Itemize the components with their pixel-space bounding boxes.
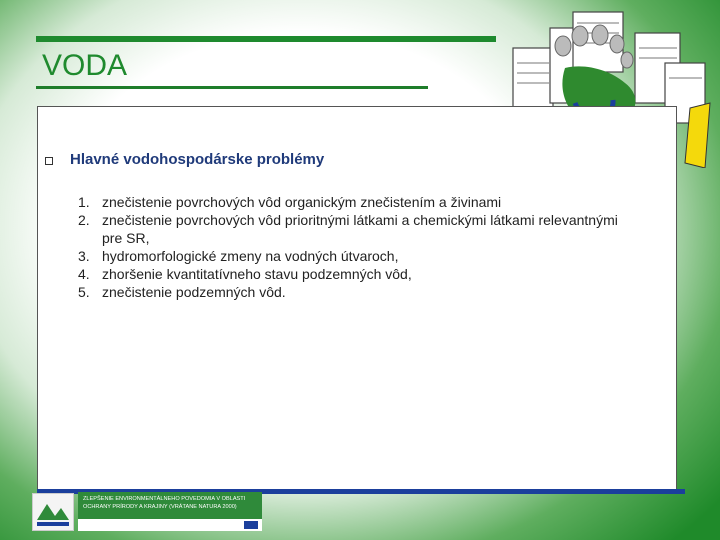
title-underline xyxy=(36,86,428,89)
problem-list xyxy=(78,193,638,301)
partner-logos-strip xyxy=(78,519,262,531)
project-banner xyxy=(32,491,262,531)
list-item xyxy=(78,283,638,301)
list-text: znečistenie povrchových vôd organickým znečistením a živinami xyxy=(102,194,502,210)
natura-logo-icon xyxy=(32,493,74,531)
section-heading: Hlavné vodohospodárske problémy xyxy=(70,151,325,168)
list-number: 5. xyxy=(78,284,90,300)
list-item xyxy=(78,265,638,283)
top-accent-bar xyxy=(36,36,496,42)
square-bullet-icon xyxy=(45,157,53,165)
list-text: hydromorfologické zmeny na vodných útvaroch, xyxy=(102,248,399,264)
list-item xyxy=(78,211,638,247)
slide-title: VODA xyxy=(42,49,128,82)
banner-text: ZLEPŠENIE ENVIRONMENTÁLNEHO POVEDOMIA V OBLASTI OCHRANY PRÍRODY A KRAJINY (VRÁTANE NATURA 2000) xyxy=(78,492,262,520)
list-number: 3. xyxy=(78,248,90,264)
eu-flag-icon xyxy=(244,521,258,529)
list-item xyxy=(78,247,638,265)
list-number: 1. xyxy=(78,194,90,210)
list-item xyxy=(78,193,638,211)
list-text: znečistenie povrchových vôd prioritnými látkami a chemickými látkami relevantnými pre SR, xyxy=(102,212,618,246)
list-text: zhoršenie kvantitatívneho stavu podzemných vôd, xyxy=(102,266,412,282)
list-text: znečistenie podzemných vôd. xyxy=(102,284,286,300)
list-number: 4. xyxy=(78,266,90,282)
list-number: 2. xyxy=(78,212,90,228)
